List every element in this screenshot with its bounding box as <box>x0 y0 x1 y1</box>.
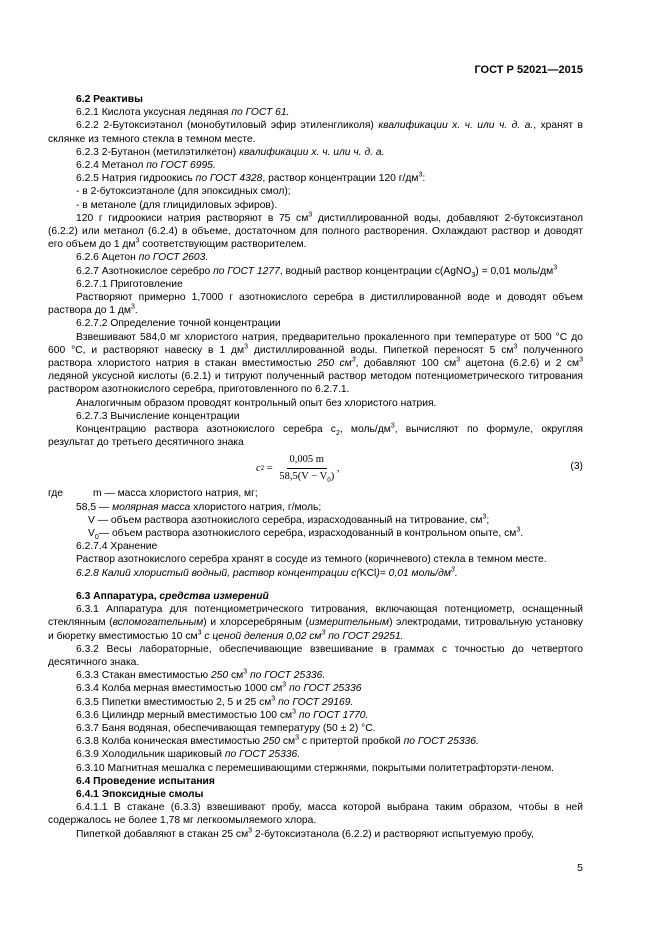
paragraph-6-2-6: 6.2.6 Ацетон по ГОСТ 2603. <box>76 252 209 264</box>
list-item: - в 2-бутоксиэтаноле (для эпоксидных смол); <box>76 186 291 198</box>
section-6-3-title: 6.3 Аппаратура, средства измерений <box>76 590 269 602</box>
paragraph-6-4-1-1: 6.4.1.1 В стакане (6.3.3) взвешивают пробу, масса которой выбрана таким образом, чтобы в ней содержалось не более 1,78 мг легкоомыляемого хлора. <box>48 802 583 827</box>
paragraph-6-2-2: 6.2.2 2-Бутоксиэтанол (монобутиловый эфир этиленгликоля) квалификации х. ч. или ч. д. а., хранят в склянке из темного стекла в темном месте. <box>48 120 583 145</box>
paragraph-6-2-7-3-body: Концентрацию раствора азотнокислого серебра $c_2$, моль/$дм^3$, вычисляют по формуле, округляя результат до третьего десятичного знака <box>48 422 584 449</box>
where-line: где m — масса хлористого натрия, мг; <box>48 488 258 500</box>
paragraph-6-2-7-1-body: Растворяют примерно 1,7000 г азотнокислого серебра в дистиллированной воде и доводят объем раствора до 1 $дм^3$. <box>48 292 583 317</box>
formula-fraction: $\frac{0,005 m}{58,5(V - V_0)}$ <box>279 454 335 484</box>
paragraph-6-2-7-2-body: Взвешивают 584,0 мг хлористого натрия, предварительно прокаленного при температуре от 500 °С до 600 °С, и растворяют навеску в 1 $дм^3$ дистиллированной воды. Пипеткой переносят 5 $см^3$ полученного раствора хлористого натрия в стакан вместимостью 250 $см^3$, добавляют 100 $см^3$ ацетона (6.2.6) и 2 $см^3$ ледяной уксусной кислоты (6.2.1) и титруют полученный раствор методом потенциометрического титрования раствором азотнокислого серебра, приготовленного по 6.2.7.1. <box>48 331 584 396</box>
paragraph-6-3-10: 6.3.10 Магнитная мешалка с перемешивающими стержнями, покрытыми политетрафторэти-леном. <box>76 762 555 774</box>
paragraph-6-3-5: 6.3.5 Пипетки вместимостью 2, 5 и 25 $см^3$ по ГОСТ 29169. <box>76 695 354 708</box>
where-item: V — объем раствора азотнокислого серебра, израсходованный на титрование, $см^3$; <box>88 513 490 526</box>
paragraph-6-3-8: 6.3.8 Колба коническая вместимостью 250 $см^3$ с притертой пробкой по ГОСТ 25336. <box>76 734 479 748</box>
paragraph-6-2-7-4-body: Раствор азотнокислого серебра хранят в сосуде из темного (коричневого) стекла в темном месте. <box>76 554 547 566</box>
paragraph-6-2-7-3: 6.2.7.3 Вычисление концентрации <box>76 410 240 422</box>
subsection-6-4-1-title: 6.4.1 Эпоксидные смолы <box>76 788 204 800</box>
list-item: - в метаноле (для глицидиловых эфиров). <box>76 199 278 211</box>
paragraph-6-3-7: 6.3.7 Баня водяная, обеспечивающая температуру (50 ± 2) °С. <box>76 722 376 734</box>
paragraph-6-3-9: 6.3.9 Холодильник шариковый по ГОСТ 25336. <box>76 749 301 761</box>
standard-header: ГОСТ Р 52021—2015 <box>474 64 583 76</box>
where-item: $V_0—$ объем раствора азотнокислого серебра, израсходованный в контрольном опыте, $см^3$. <box>88 526 524 542</box>
where-item: 58,5 — молярная масса хлористого натрия, г/моль; <box>76 501 322 513</box>
paragraph-6-2-7-2: 6.2.7.2 Определение точной концентрации <box>76 318 281 330</box>
formula-expression: c 2 = $\frac{0,005 m}{58,5(V - V_0)}$ , <box>256 454 340 484</box>
paragraph-6-2-7-4: 6.2.7.4 Хранение <box>76 541 158 553</box>
paragraph-6-3-4: 6.3.4 Колба мерная вместимостью 1000 $см^3$ по ГОСТ 25336 <box>76 681 362 695</box>
paragraph-6-3-2: 6.3.2 Весы лабораторные, обеспечивающие взвешивание в граммах с точностью до четвертого десятичного знака. <box>48 643 583 668</box>
paragraph-6-2-8: 6.2.8 Калий хлористый водный, раствор концентрации c(KCl)= 0,01 моль/$дм^3$. <box>76 566 458 579</box>
paragraph-6-2-7-1: 6.2.7.1 Приготовление <box>76 278 183 290</box>
section-6-4-title: 6.4 Проведение испытания <box>76 775 215 787</box>
paragraph-6-4-1-1-cont: Пипеткой добавляют в стакан 25 $см^3$ 2-бутоксиэтанола (6.2.2) и растворяют испытуемую пробу, <box>76 827 534 840</box>
page-number: 5 <box>577 862 583 874</box>
paragraph-control-test: Аналогичным образом проводят контрольный опыт без хлористого натрия. <box>76 397 437 409</box>
formula-3 <box>48 451 583 485</box>
section-6-2-title: 6.2 Реактивы <box>76 94 143 105</box>
paragraph-6-2-7: 6.2.7 Азотнокислое серебро по ГОСТ 1277, водный раствор концентрации c(AgNO$_3$) = 0,01 моль/$дм^3$ <box>76 264 558 279</box>
paragraph-6-2-3: 6.2.3 2-Бутанон (метилэтилкетон) квалификации х. ч. или ч. д. а. <box>76 146 385 158</box>
paragraph-6-3-1: 6.3.1 Аппаратура для потенциометрического титрования, включающая потенциометр, оснащенный стеклянным (вспомогательным) и хлорсеребряным (измерительным) электродами, титровальную установку и бюретку вместимостью 10 $см^3$ с ценой деления 0,02 $см^3$ по ГОСТ 29251. <box>48 604 584 642</box>
paragraph-6-2-4: 6.2.4 Метанол по ГОСТ 6995. <box>76 160 216 172</box>
paragraph-6-3-6: 6.3.6 Цилиндр мерный вместимостью 100 $см^3$ по ГОСТ 1770. <box>76 708 369 721</box>
paragraph-6-2-5-body: 120 г гидроокиси натрия растворяют в 75 $см^3$ дистиллированной воды, добавляют 2-бутоксиэтанол (6.2.2) или метанол (6.2.4) в объеме, достаточном для полного растворения. Охлаждают раствор и доводят его объем до 1 $дм^3$ соответствующим растворителем. <box>48 211 583 251</box>
document-body <box>48 93 583 841</box>
paragraph-6-2-1: 6.2.1 Кислота уксусная ледяная по ГОСТ 61. <box>76 107 290 119</box>
paragraph-6-3-3: 6.3.3 Стакан вместимостью 250 $см^3$ по ГОСТ 25336. <box>76 668 326 682</box>
paragraph-6-2-5: 6.2.5 Натрия гидроокись по ГОСТ 4328, раствор концентрации 120 $г/дм^3$: <box>76 171 426 185</box>
formula-number: (3) <box>570 461 583 473</box>
